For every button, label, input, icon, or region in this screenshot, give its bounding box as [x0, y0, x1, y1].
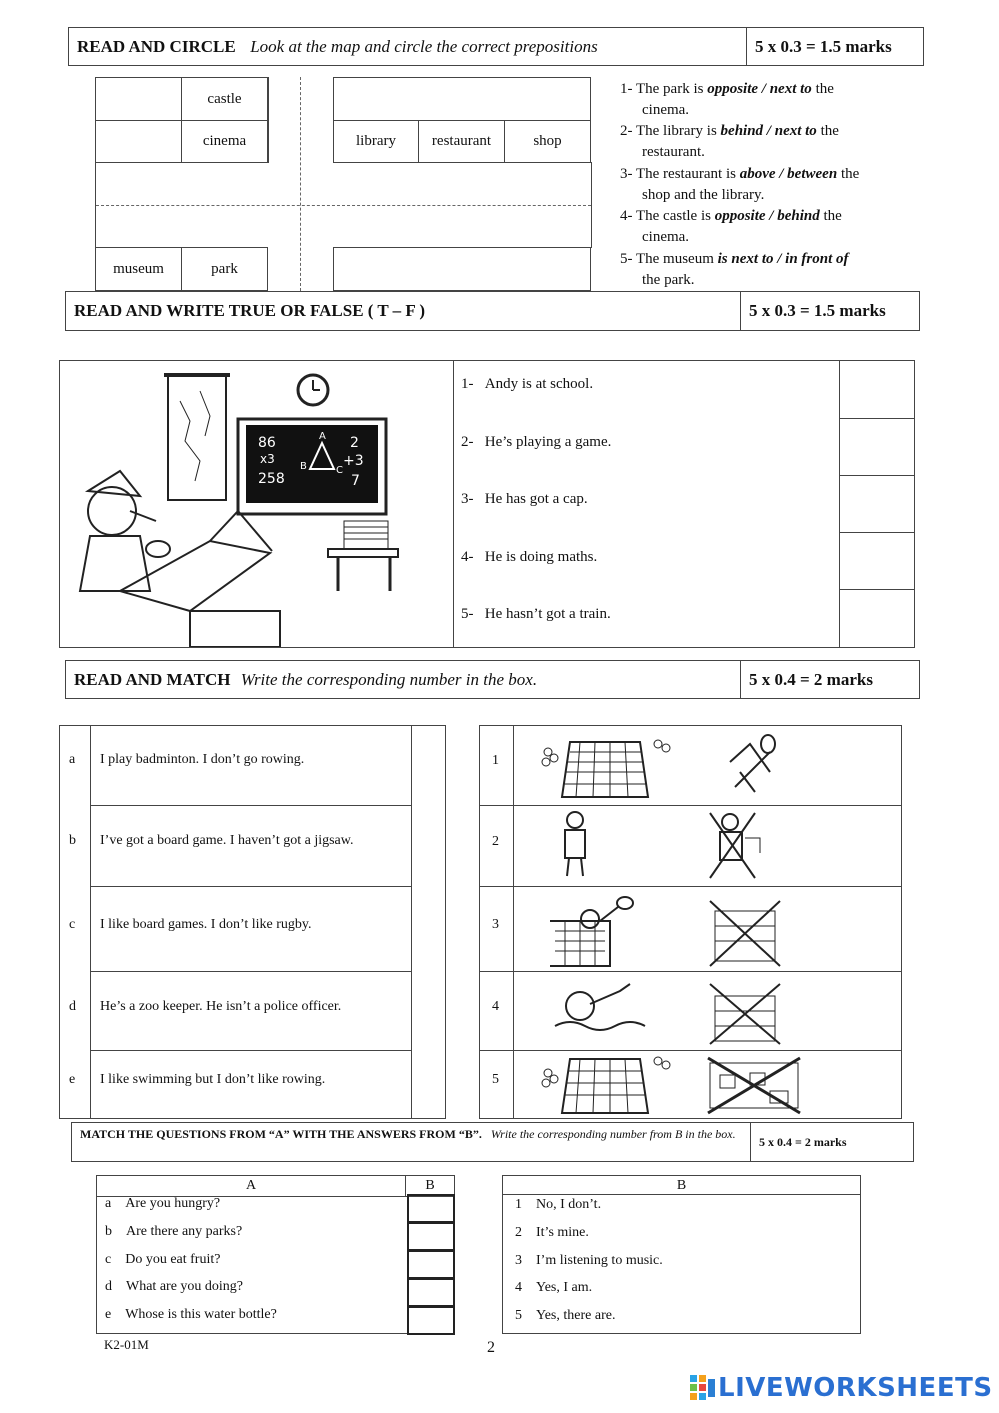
picture-4-swimming-no-rowing: [550, 976, 880, 1048]
chalkboard-label-a: A: [319, 431, 326, 442]
qa-answer-box-a[interactable]: [407, 1194, 455, 1223]
chalkboard-x3: x3: [260, 452, 275, 466]
a-question-5: e Whose is this water bottle?: [105, 1307, 277, 1322]
circle-question-5: 5- The museum is next to / in front of the park.: [620, 251, 849, 288]
preposition-options[interactable]: opposite / next to: [707, 81, 812, 97]
picture-number: 3: [492, 917, 499, 932]
sentence-letter: a: [69, 752, 76, 767]
tf-answer-box-1[interactable]: [840, 361, 914, 419]
row-divider: [91, 1050, 411, 1051]
map-castle-label: castle: [207, 90, 242, 107]
section1-title: READ AND CIRCLE: [77, 36, 236, 56]
section4-header: [71, 1122, 914, 1162]
b-answer-4: 4 Yes, I am.: [515, 1280, 593, 1295]
map-restaurant: [418, 120, 505, 163]
chalkboard-label-b: B: [300, 461, 307, 472]
section3-header: [65, 660, 920, 699]
map-empty-cell: [95, 120, 182, 163]
qa-answer-box-d[interactable]: [407, 1278, 455, 1307]
footer-code: K2-01M: [104, 1337, 149, 1352]
preposition-options[interactable]: opposite / behind: [714, 208, 820, 224]
chalkboard-2: 2: [350, 435, 359, 451]
tf-statement-3: 3- He has got a cap.: [461, 491, 588, 507]
preposition-options[interactable]: behind / next to: [720, 123, 817, 139]
section1-header: [68, 27, 924, 66]
chalkboard-plus3: +3: [343, 453, 364, 469]
map-shop-label: shop: [533, 133, 562, 149]
chalkboard-7: 7: [351, 473, 360, 489]
circle-question-4: 4- The castle is opposite / behind the cinema.: [620, 208, 842, 245]
preposition-options[interactable]: above / between: [739, 166, 838, 182]
tf-answer-box-2[interactable]: [840, 418, 914, 476]
column-a-table: [96, 1175, 455, 1322]
b-answer-1: 1 No, I don’t.: [515, 1197, 602, 1212]
picture-2-zoo-keeper-no-police: [555, 808, 875, 884]
picture-number: 4: [492, 999, 499, 1014]
qa-answer-box-e[interactable]: [407, 1306, 455, 1335]
row-divider: [91, 886, 411, 887]
match-answer-box-e[interactable]: [412, 1051, 445, 1118]
row-divider: [480, 971, 901, 972]
section2-marks: 5 x 0.3 = 1.5 marks: [740, 292, 919, 330]
b-answer-2: 2 It’s mine.: [515, 1225, 589, 1240]
match-sentences-table: [59, 725, 446, 1119]
picture-number: 5: [492, 1072, 499, 1087]
match-answer-box-c[interactable]: [412, 887, 445, 971]
column-b-header: B: [503, 1176, 860, 1195]
map-cinema: [181, 120, 268, 163]
sentence-letter: d: [69, 999, 76, 1014]
map-museum-label: museum: [113, 260, 164, 277]
map-empty-cell: [333, 77, 591, 121]
column-b-answer-header: B: [406, 1176, 455, 1197]
sentence-text: I like board games. I don’t like rugby.: [100, 917, 312, 932]
match-answer-box-a[interactable]: [412, 726, 445, 805]
section4-marks: 5 x 0.4 = 2 marks: [750, 1123, 913, 1161]
picture-3-badminton-no-rowing: [550, 891, 880, 969]
match-pictures-table: [479, 725, 902, 1119]
picture-1-board-game-no-rowing: [540, 732, 880, 802]
sentence-letter: b: [69, 833, 76, 848]
road-center-line-vertical: [300, 77, 301, 291]
a-question-1: a Are you hungry?: [105, 1196, 221, 1211]
classroom-illustration: [60, 361, 454, 647]
map-library-label: library: [356, 133, 396, 149]
map-park: [181, 247, 268, 291]
circle-question-3: 3- The restaurant is above / between the shop and the library.: [620, 166, 860, 203]
row-divider: [480, 805, 901, 806]
column-b-table: [502, 1175, 861, 1334]
liveworksheets-brand[interactable]: [690, 1373, 993, 1403]
map-park-label: park: [211, 260, 238, 277]
liveworksheets-logo-icon: [690, 1375, 716, 1401]
row-divider: [91, 805, 411, 806]
map-empty-cell: [333, 247, 591, 291]
section3-marks: 5 x 0.4 = 2 marks: [740, 661, 919, 698]
section1-marks: 5 x 0.3 = 1.5 marks: [746, 28, 923, 65]
pinocchio-classroom-image: [60, 361, 452, 647]
map-cinema-label: cinema: [202, 133, 247, 149]
road-vertical-line-right: [333, 77, 334, 163]
tf-answer-box-4[interactable]: [840, 532, 914, 590]
b-answer-3: 3 I’m listening to music.: [515, 1253, 663, 1268]
section3-instruction: Write the corresponding number in the box.: [240, 669, 538, 689]
road-vertical-line-left: [268, 77, 269, 163]
b-answer-5: 5 Yes, there are.: [515, 1308, 616, 1323]
pictures-number-column-divider: [513, 726, 514, 1118]
preposition-options[interactable]: is next to / in front of: [717, 251, 849, 267]
chalkboard-86: 86: [258, 435, 276, 451]
map-empty-cell: [95, 77, 182, 121]
section4-title: MATCH THE QUESTIONS FROM “A” WITH THE ANSWERS FROM “B”.: [80, 1127, 482, 1141]
match-answer-box-d[interactable]: [412, 972, 445, 1050]
row-divider: [480, 1050, 901, 1051]
picture-number: 2: [492, 834, 499, 849]
row-divider: [91, 971, 411, 972]
section2-title: READ AND WRITE TRUE OR FALSE ( T – F ): [74, 301, 426, 320]
section2-header: [65, 291, 920, 331]
tf-statement-1: 1- Andy is at school.: [461, 376, 594, 392]
sentence-text: He’s a zoo keeper. He isn’t a police officer.: [100, 999, 342, 1014]
match-answer-box-b[interactable]: [412, 806, 445, 886]
map-library: [333, 120, 419, 163]
row-divider: [480, 886, 901, 887]
sentence-letter: c: [69, 917, 76, 932]
circle-question-1: 1- The park is opposite / next to the cinema.: [620, 81, 834, 118]
tf-statements-column: [454, 361, 840, 647]
a-question-2: b Are there any parks?: [105, 1224, 243, 1239]
chalkboard-label-c: C: [336, 465, 343, 476]
road-center-line: [96, 205, 591, 206]
picture-5-board-game-no-jigsaw: [540, 1053, 880, 1117]
liveworksheets-text: LIVEWORKSHEETS: [718, 1373, 993, 1403]
sentence-text: I like swimming but I don’t like rowing.: [100, 1072, 326, 1087]
tf-statement-2: 2- He’s playing a game.: [461, 434, 612, 450]
tf-answer-box-5[interactable]: [840, 589, 914, 647]
map-castle: [181, 77, 268, 121]
column-a-header: A: [97, 1176, 406, 1197]
true-false-panel: [59, 360, 915, 648]
a-question-4: d What are you doing?: [105, 1279, 244, 1294]
qa-answer-box-b[interactable]: [407, 1222, 455, 1251]
sentence-text: I’ve got a board game. I haven’t got a jigsaw.: [100, 833, 354, 848]
sentence-letter: e: [69, 1072, 76, 1087]
tf-answer-box-3[interactable]: [840, 475, 914, 533]
map-museum: [95, 247, 182, 291]
map-shop: [504, 120, 591, 163]
tf-statement-4: 4- He is doing maths.: [461, 549, 598, 565]
circle-question-2: 2- The library is behind / next to the restaurant.: [620, 123, 839, 160]
sentence-text: I play badminton. I don’t go rowing.: [100, 752, 305, 767]
sentences-letter-column-divider: [90, 726, 91, 1118]
map-restaurant-label: restaurant: [431, 133, 492, 149]
chalkboard-258: 258: [258, 471, 285, 487]
section4-instruction: Write the corresponding number from B in the box.: [490, 1127, 736, 1141]
picture-number: 1: [492, 753, 499, 768]
tf-statement-5: 5- He hasn’t got a train.: [461, 606, 611, 622]
a-question-3: c Do you eat fruit?: [105, 1252, 221, 1267]
page-number: 2: [487, 1339, 495, 1356]
section3-title: READ AND MATCH: [74, 669, 231, 689]
qa-answer-box-c[interactable]: [407, 1250, 455, 1279]
section1-instruction: Look at the map and circle the correct prepositions: [250, 36, 598, 56]
